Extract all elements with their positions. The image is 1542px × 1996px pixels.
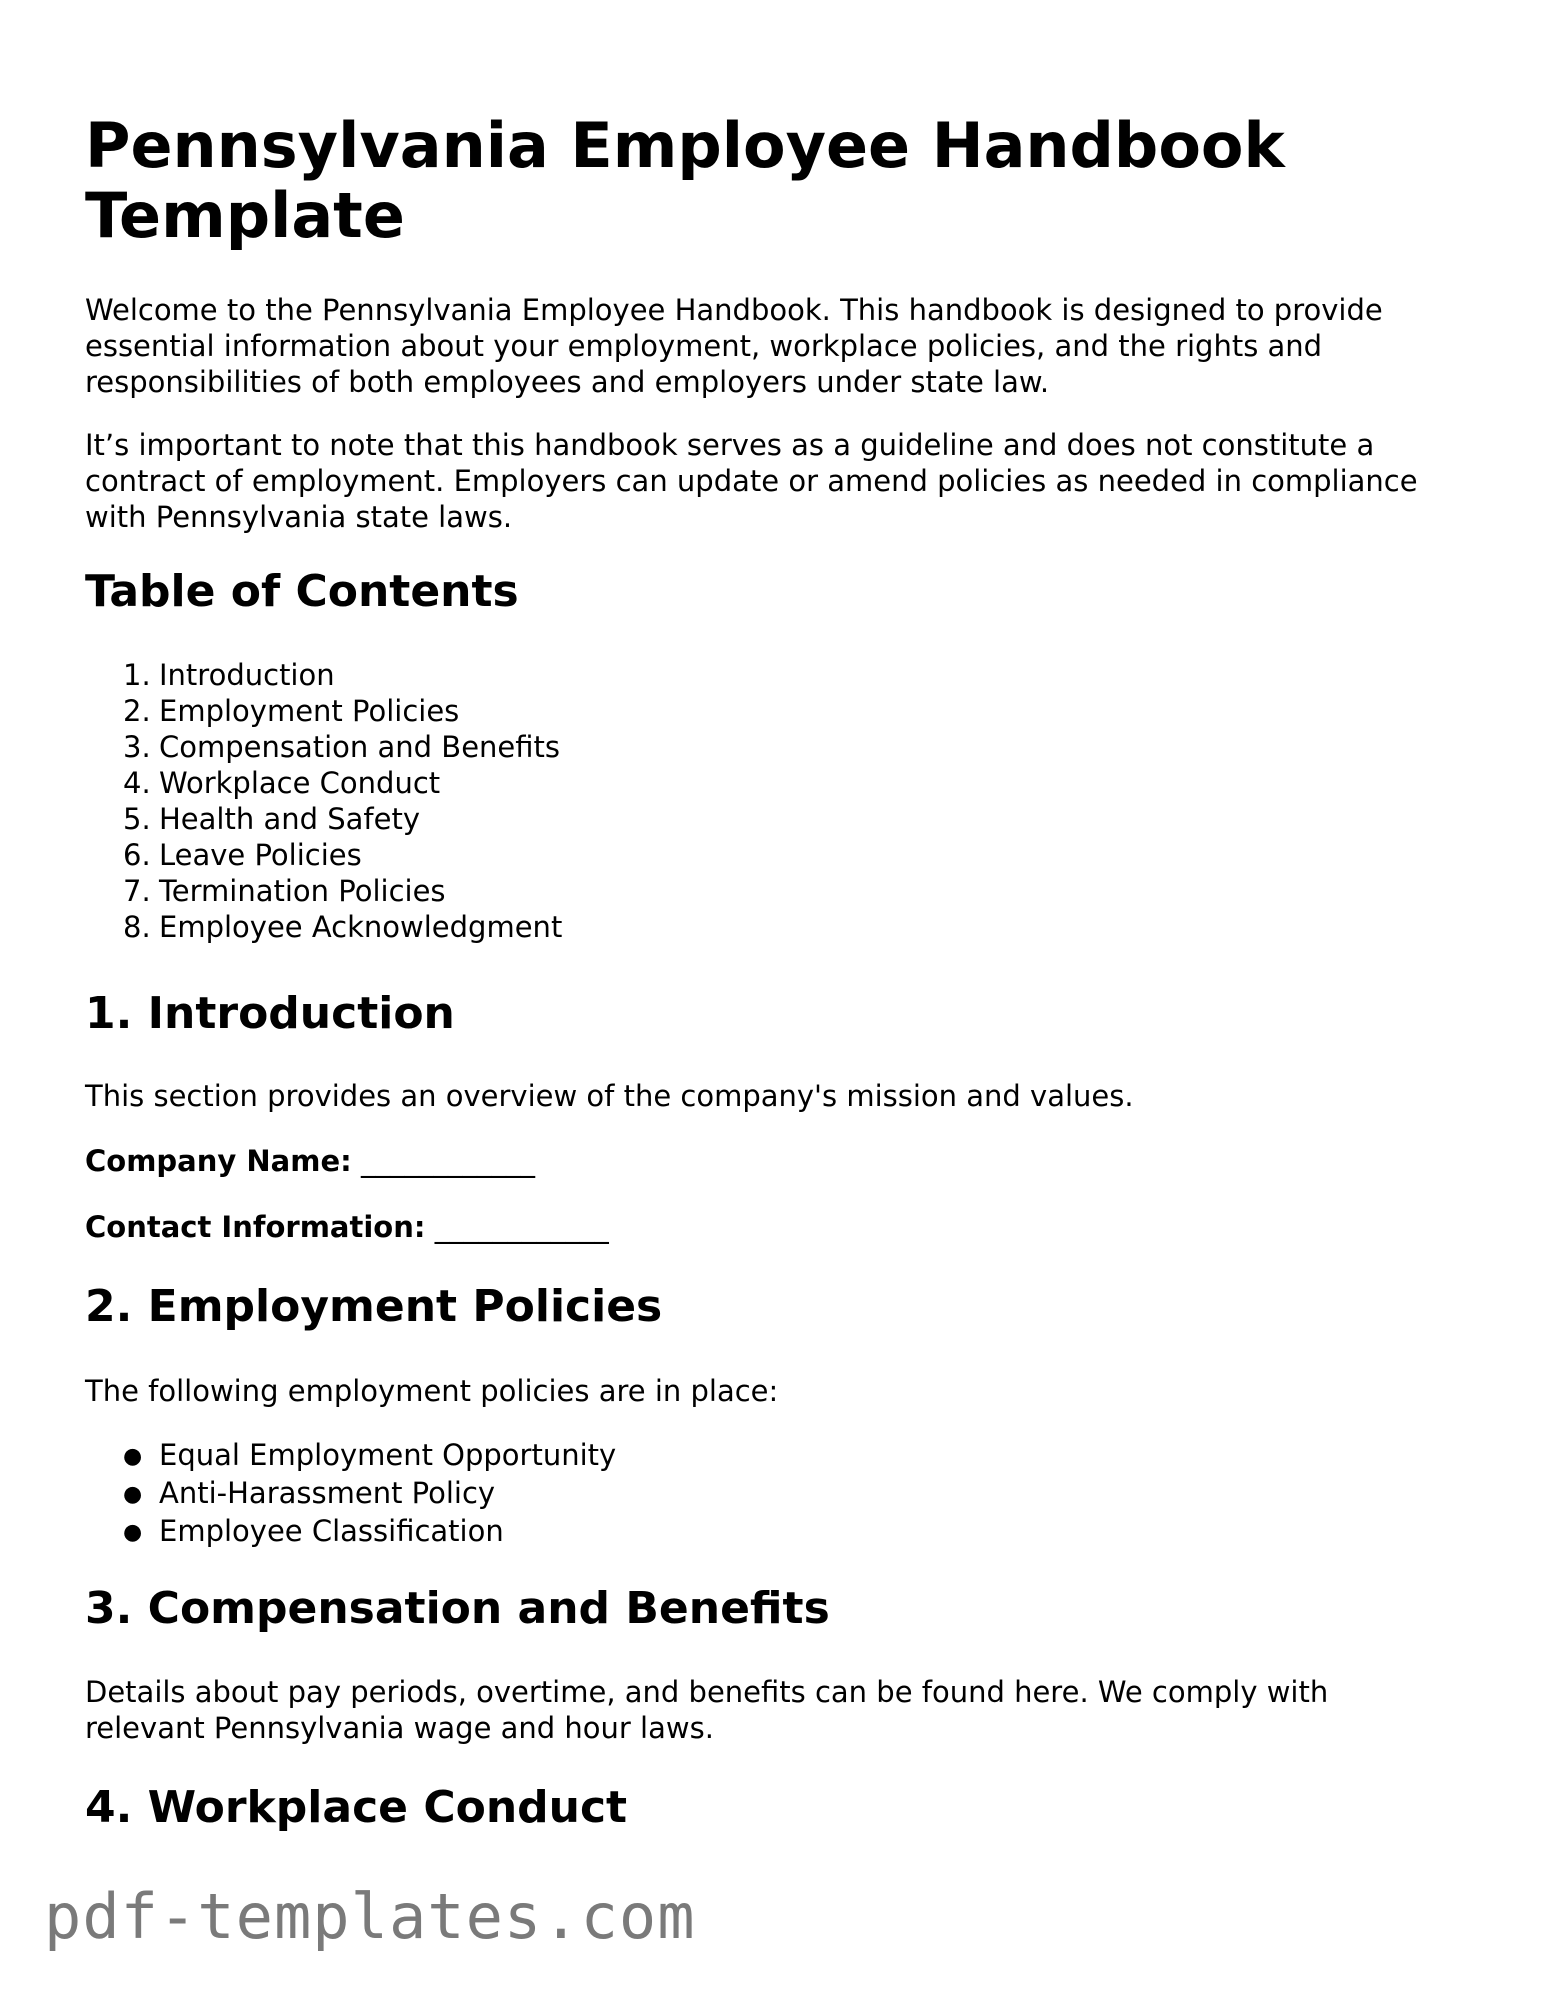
company-name-blank: ____________ xyxy=(360,1144,535,1178)
toc-item-workplace-conduct: 4. Workplace Conduct xyxy=(123,766,441,800)
employment-policies-list xyxy=(123,1437,616,1551)
watermark: pdf-templates.com xyxy=(44,1880,696,1953)
section-3-text: Details about pay periods, overtime, and benefits can be found here. We comply with relevant Pennsylvania wage and hour laws. xyxy=(85,1675,1329,1745)
company-name-field xyxy=(85,1143,1455,1179)
bullet-icon: ● xyxy=(123,1482,143,1507)
toc-item-employment-policies: 2. Employment Policies xyxy=(123,694,460,728)
contact-information-blank: ____________ xyxy=(434,1210,609,1244)
section-4-heading: 4. Workplace Conduct xyxy=(85,1782,628,1833)
toc-item-compensation: 3. Compensation and Benefits xyxy=(123,730,561,764)
list-item: ● Equal Employment Opportunity xyxy=(123,1437,616,1475)
intro-paragraph-1: Welcome to the Pennsylvania Employee Handbook. This handbook is designed to provide essential information about your employment, workplace policies, and the rights and responsibilities of both employees and employers under state law. xyxy=(85,293,1383,399)
contact-information-label: Contact Information: xyxy=(85,1210,426,1244)
intro-paragraph-2: It’s important to note that this handbook serves as a guideline and does not constitute a contract of employment. Employers can update or amend policies as needed in compliance with Pennsylvania state laws. xyxy=(85,428,1418,534)
toc-list xyxy=(123,657,562,945)
toc-item-health-safety: 5. Health and Safety xyxy=(123,802,420,836)
contact-information-field xyxy=(85,1209,1455,1245)
bullet-icon: ● xyxy=(123,1444,143,1469)
section-2-text: The following employment policies are in place: xyxy=(85,1374,779,1408)
toc-heading: Table of Contents xyxy=(85,566,519,617)
list-item: ● Employee Classification xyxy=(123,1513,616,1551)
company-name-label: Company Name: xyxy=(85,1144,352,1178)
toc-item-termination-policies: 7. Termination Policies xyxy=(123,874,446,908)
toc-item-introduction: 1. Introduction xyxy=(123,658,335,692)
list-item: ● Anti-Harassment Policy xyxy=(123,1475,616,1513)
section-1-heading: 1. Introduction xyxy=(85,988,455,1039)
section-2-heading: 2. Employment Policies xyxy=(85,1281,663,1332)
toc-item-acknowledgment: 8. Employee Acknowledgment xyxy=(123,910,563,944)
bullet-icon: ● xyxy=(123,1520,143,1545)
document-title: Pennsylvania Employee Handbook Template xyxy=(85,109,1285,252)
section-1-text: This section provides an overview of the company's mission and values. xyxy=(85,1079,1134,1113)
toc-item-leave-policies: 6. Leave Policies xyxy=(123,838,362,872)
section-3-heading: 3. Compensation and Benefits xyxy=(85,1583,830,1634)
